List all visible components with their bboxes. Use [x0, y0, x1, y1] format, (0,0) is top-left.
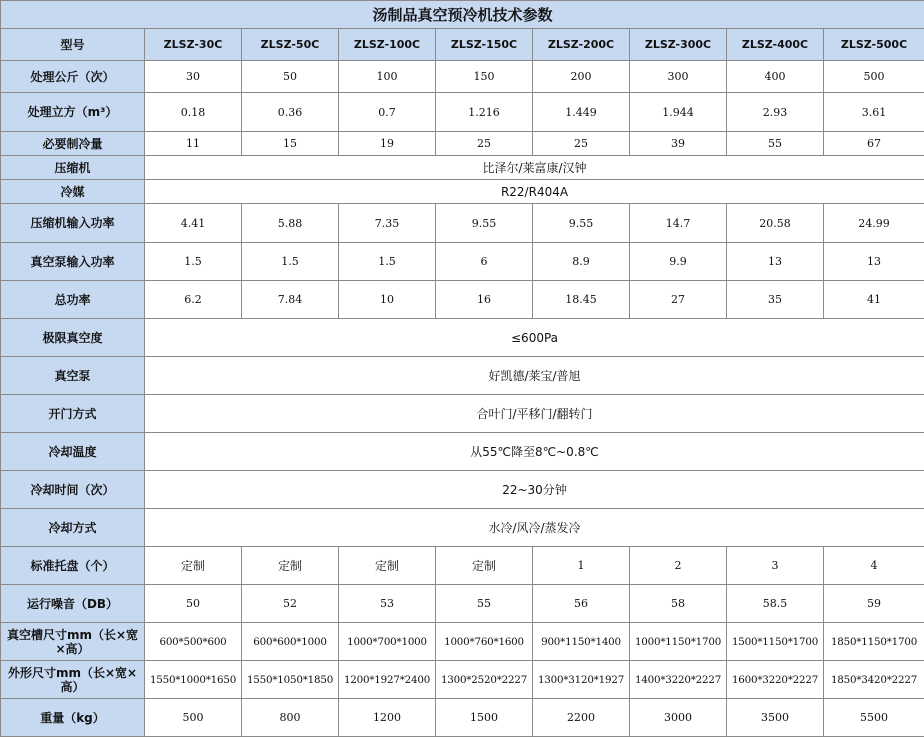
spec-row-label: 压缩机 — [1, 156, 145, 180]
spec-value-cell: 600*500*600 — [145, 623, 242, 661]
spec-value-cell: 30 — [145, 61, 242, 93]
spec-value-cell: 200 — [533, 61, 630, 93]
spec-row-label: 外形尺寸mm（长×宽×高） — [1, 661, 145, 699]
spec-value-cell: 1000*760*1600 — [436, 623, 533, 661]
spec-row-label: 极限真空度 — [1, 319, 145, 357]
spec-value-cell: 59 — [824, 585, 924, 623]
spec-value-cell: 6 — [436, 243, 533, 281]
model-header-cell: ZLSZ-400C — [727, 29, 824, 61]
title-row — [1, 1, 924, 29]
spec-row-label: 总功率 — [1, 281, 145, 319]
spec-value-cell: 1300*2520*2227 — [436, 661, 533, 699]
spec-value-cell: 50 — [145, 585, 242, 623]
spec-value-cell: 500 — [824, 61, 924, 93]
spec-value-cell: 2200 — [533, 699, 630, 737]
spec-value-cell: 15 — [242, 132, 339, 156]
spec-row-label: 冷媒 — [1, 180, 145, 204]
spec-row — [1, 471, 924, 509]
spec-value-cell: 3500 — [727, 699, 824, 737]
spec-value-cell: 18.45 — [533, 281, 630, 319]
spec-value-cell: 35 — [727, 281, 824, 319]
model-header-cell: ZLSZ-100C — [339, 29, 436, 61]
model-header-cell: ZLSZ-500C — [824, 29, 924, 61]
spec-row-label: 必要制冷量 — [1, 132, 145, 156]
spec-value-cell: 41 — [824, 281, 924, 319]
spec-merged-value: ≤600Pa — [145, 319, 924, 357]
model-header-cell: ZLSZ-200C — [533, 29, 630, 61]
spec-merged-value: 水冷/风冷/蒸发冷 — [145, 509, 924, 547]
spec-row-label: 压缩机输入功率 — [1, 204, 145, 243]
spec-value-cell: 0.18 — [145, 93, 242, 132]
spec-value-cell: 9.55 — [533, 204, 630, 243]
spec-row — [1, 243, 924, 281]
spec-value-cell: 1850*1150*1700 — [824, 623, 924, 661]
spec-value-cell: 500 — [145, 699, 242, 737]
spec-value-cell: 24.99 — [824, 204, 924, 243]
spec-value-cell: 2 — [630, 547, 727, 585]
spec-value-cell: 67 — [824, 132, 924, 156]
spec-merged-value: 好凯德/莱宝/普旭 — [145, 357, 924, 395]
model-header-row — [1, 29, 924, 61]
spec-value-cell: 56 — [533, 585, 630, 623]
spec-row-label: 运行噪音（DB） — [1, 585, 145, 623]
spec-value-cell: 9.9 — [630, 243, 727, 281]
spec-value-cell: 1850*3420*2227 — [824, 661, 924, 699]
spec-merged-value: R22/R404A — [145, 180, 924, 204]
spec-value-cell: 1200 — [339, 699, 436, 737]
spec-value-cell: 39 — [630, 132, 727, 156]
spec-value-cell: 16 — [436, 281, 533, 319]
spec-value-cell: 58 — [630, 585, 727, 623]
spec-value-cell: 150 — [436, 61, 533, 93]
spec-value-cell: 定制 — [339, 547, 436, 585]
spec-value-cell: 0.7 — [339, 93, 436, 132]
spec-value-cell: 25 — [533, 132, 630, 156]
spec-value-cell: 11 — [145, 132, 242, 156]
spec-value-cell: 1600*3220*2227 — [727, 661, 824, 699]
spec-merged-value: 从55℃降至8℃~0.8℃ — [145, 433, 924, 471]
spec-value-cell: 1.216 — [436, 93, 533, 132]
spec-value-cell: 定制 — [242, 547, 339, 585]
spec-value-cell: 1 — [533, 547, 630, 585]
spec-row-label: 真空泵输入功率 — [1, 243, 145, 281]
spec-row — [1, 357, 924, 395]
spec-value-cell: 100 — [339, 61, 436, 93]
spec-row-label: 处理公斤（次） — [1, 61, 145, 93]
spec-value-cell: 1200*1927*2400 — [339, 661, 436, 699]
spec-value-cell: 52 — [242, 585, 339, 623]
spec-value-cell: 0.36 — [242, 93, 339, 132]
spec-value-cell: 9.55 — [436, 204, 533, 243]
spec-value-cell: 定制 — [436, 547, 533, 585]
spec-row-label: 真空槽尺寸mm（长×宽×高） — [1, 623, 145, 661]
spec-value-cell: 1000*1150*1700 — [630, 623, 727, 661]
spec-row — [1, 93, 924, 132]
spec-row-label: 冷却时间（次） — [1, 471, 145, 509]
spec-value-cell: 25 — [436, 132, 533, 156]
spec-row-label: 标准托盘（个） — [1, 547, 145, 585]
spec-value-cell: 1550*1050*1850 — [242, 661, 339, 699]
spec-merged-value: 22~30分钟 — [145, 471, 924, 509]
model-header-cell: ZLSZ-50C — [242, 29, 339, 61]
spec-value-cell: 58.5 — [727, 585, 824, 623]
spec-value-cell: 5500 — [824, 699, 924, 737]
spec-value-cell: 1.5 — [242, 243, 339, 281]
spec-value-cell: 800 — [242, 699, 339, 737]
spec-row — [1, 433, 924, 471]
spec-value-cell: 55 — [436, 585, 533, 623]
model-header-cell: ZLSZ-300C — [630, 29, 727, 61]
spec-value-cell: 13 — [727, 243, 824, 281]
spec-row — [1, 319, 924, 357]
spec-value-cell: 1.5 — [145, 243, 242, 281]
spec-value-cell: 7.35 — [339, 204, 436, 243]
spec-value-cell: 5.88 — [242, 204, 339, 243]
spec-value-cell: 53 — [339, 585, 436, 623]
spec-value-cell: 3 — [727, 547, 824, 585]
table-title: 汤制品真空预冷机技术参数 — [1, 1, 924, 29]
spec-row-label: 冷却温度 — [1, 433, 145, 471]
spec-value-cell: 10 — [339, 281, 436, 319]
spec-row-label: 冷却方式 — [1, 509, 145, 547]
spec-value-cell: 1300*3120*1927 — [533, 661, 630, 699]
spec-value-cell: 7.84 — [242, 281, 339, 319]
spec-row — [1, 61, 924, 93]
spec-row — [1, 156, 924, 180]
spec-value-cell: 1.449 — [533, 93, 630, 132]
spec-merged-value: 比泽尔/莱富康/汉钟 — [145, 156, 924, 180]
spec-row — [1, 661, 924, 699]
spec-value-cell: 19 — [339, 132, 436, 156]
spec-value-cell: 900*1150*1400 — [533, 623, 630, 661]
model-header-cell: ZLSZ-150C — [436, 29, 533, 61]
spec-value-cell: 400 — [727, 61, 824, 93]
spec-row — [1, 699, 924, 737]
spec-value-cell: 50 — [242, 61, 339, 93]
spec-row — [1, 547, 924, 585]
spec-value-cell: 55 — [727, 132, 824, 156]
spec-value-cell: 3000 — [630, 699, 727, 737]
spec-value-cell: 27 — [630, 281, 727, 319]
spec-value-cell: 1000*700*1000 — [339, 623, 436, 661]
spec-row-label: 重量（kg） — [1, 699, 145, 737]
spec-row — [1, 180, 924, 204]
spec-value-cell: 4.41 — [145, 204, 242, 243]
spec-value-cell: 1.944 — [630, 93, 727, 132]
spec-value-cell: 14.7 — [630, 204, 727, 243]
spec-row — [1, 132, 924, 156]
spec-value-cell: 13 — [824, 243, 924, 281]
spec-value-cell: 1.5 — [339, 243, 436, 281]
model-header-cell: ZLSZ-30C — [145, 29, 242, 61]
spec-value-cell: 8.9 — [533, 243, 630, 281]
spec-value-cell: 2.93 — [727, 93, 824, 132]
spec-row-label: 真空泵 — [1, 357, 145, 395]
spec-value-cell: 定制 — [145, 547, 242, 585]
spec-row-label: 开门方式 — [1, 395, 145, 433]
spec-value-cell: 3.61 — [824, 93, 924, 132]
spec-value-cell: 20.58 — [727, 204, 824, 243]
spec-row — [1, 509, 924, 547]
spec-row — [1, 395, 924, 433]
spec-row — [1, 585, 924, 623]
spec-value-cell: 1500 — [436, 699, 533, 737]
spec-merged-value: 合叶门/平移门/翻转门 — [145, 395, 924, 433]
spec-value-cell: 300 — [630, 61, 727, 93]
spec-value-cell: 1400*3220*2227 — [630, 661, 727, 699]
spec-value-cell: 600*600*1000 — [242, 623, 339, 661]
spec-value-cell: 1550*1000*1650 — [145, 661, 242, 699]
spec-row-label: 处理立方（m³） — [1, 93, 145, 132]
spec-row — [1, 281, 924, 319]
spec-value-cell: 6.2 — [145, 281, 242, 319]
spec-value-cell: 4 — [824, 547, 924, 585]
spec-row — [1, 623, 924, 661]
model-header-label: 型号 — [1, 29, 145, 61]
spec-value-cell: 1500*1150*1700 — [727, 623, 824, 661]
spec-row — [1, 204, 924, 243]
